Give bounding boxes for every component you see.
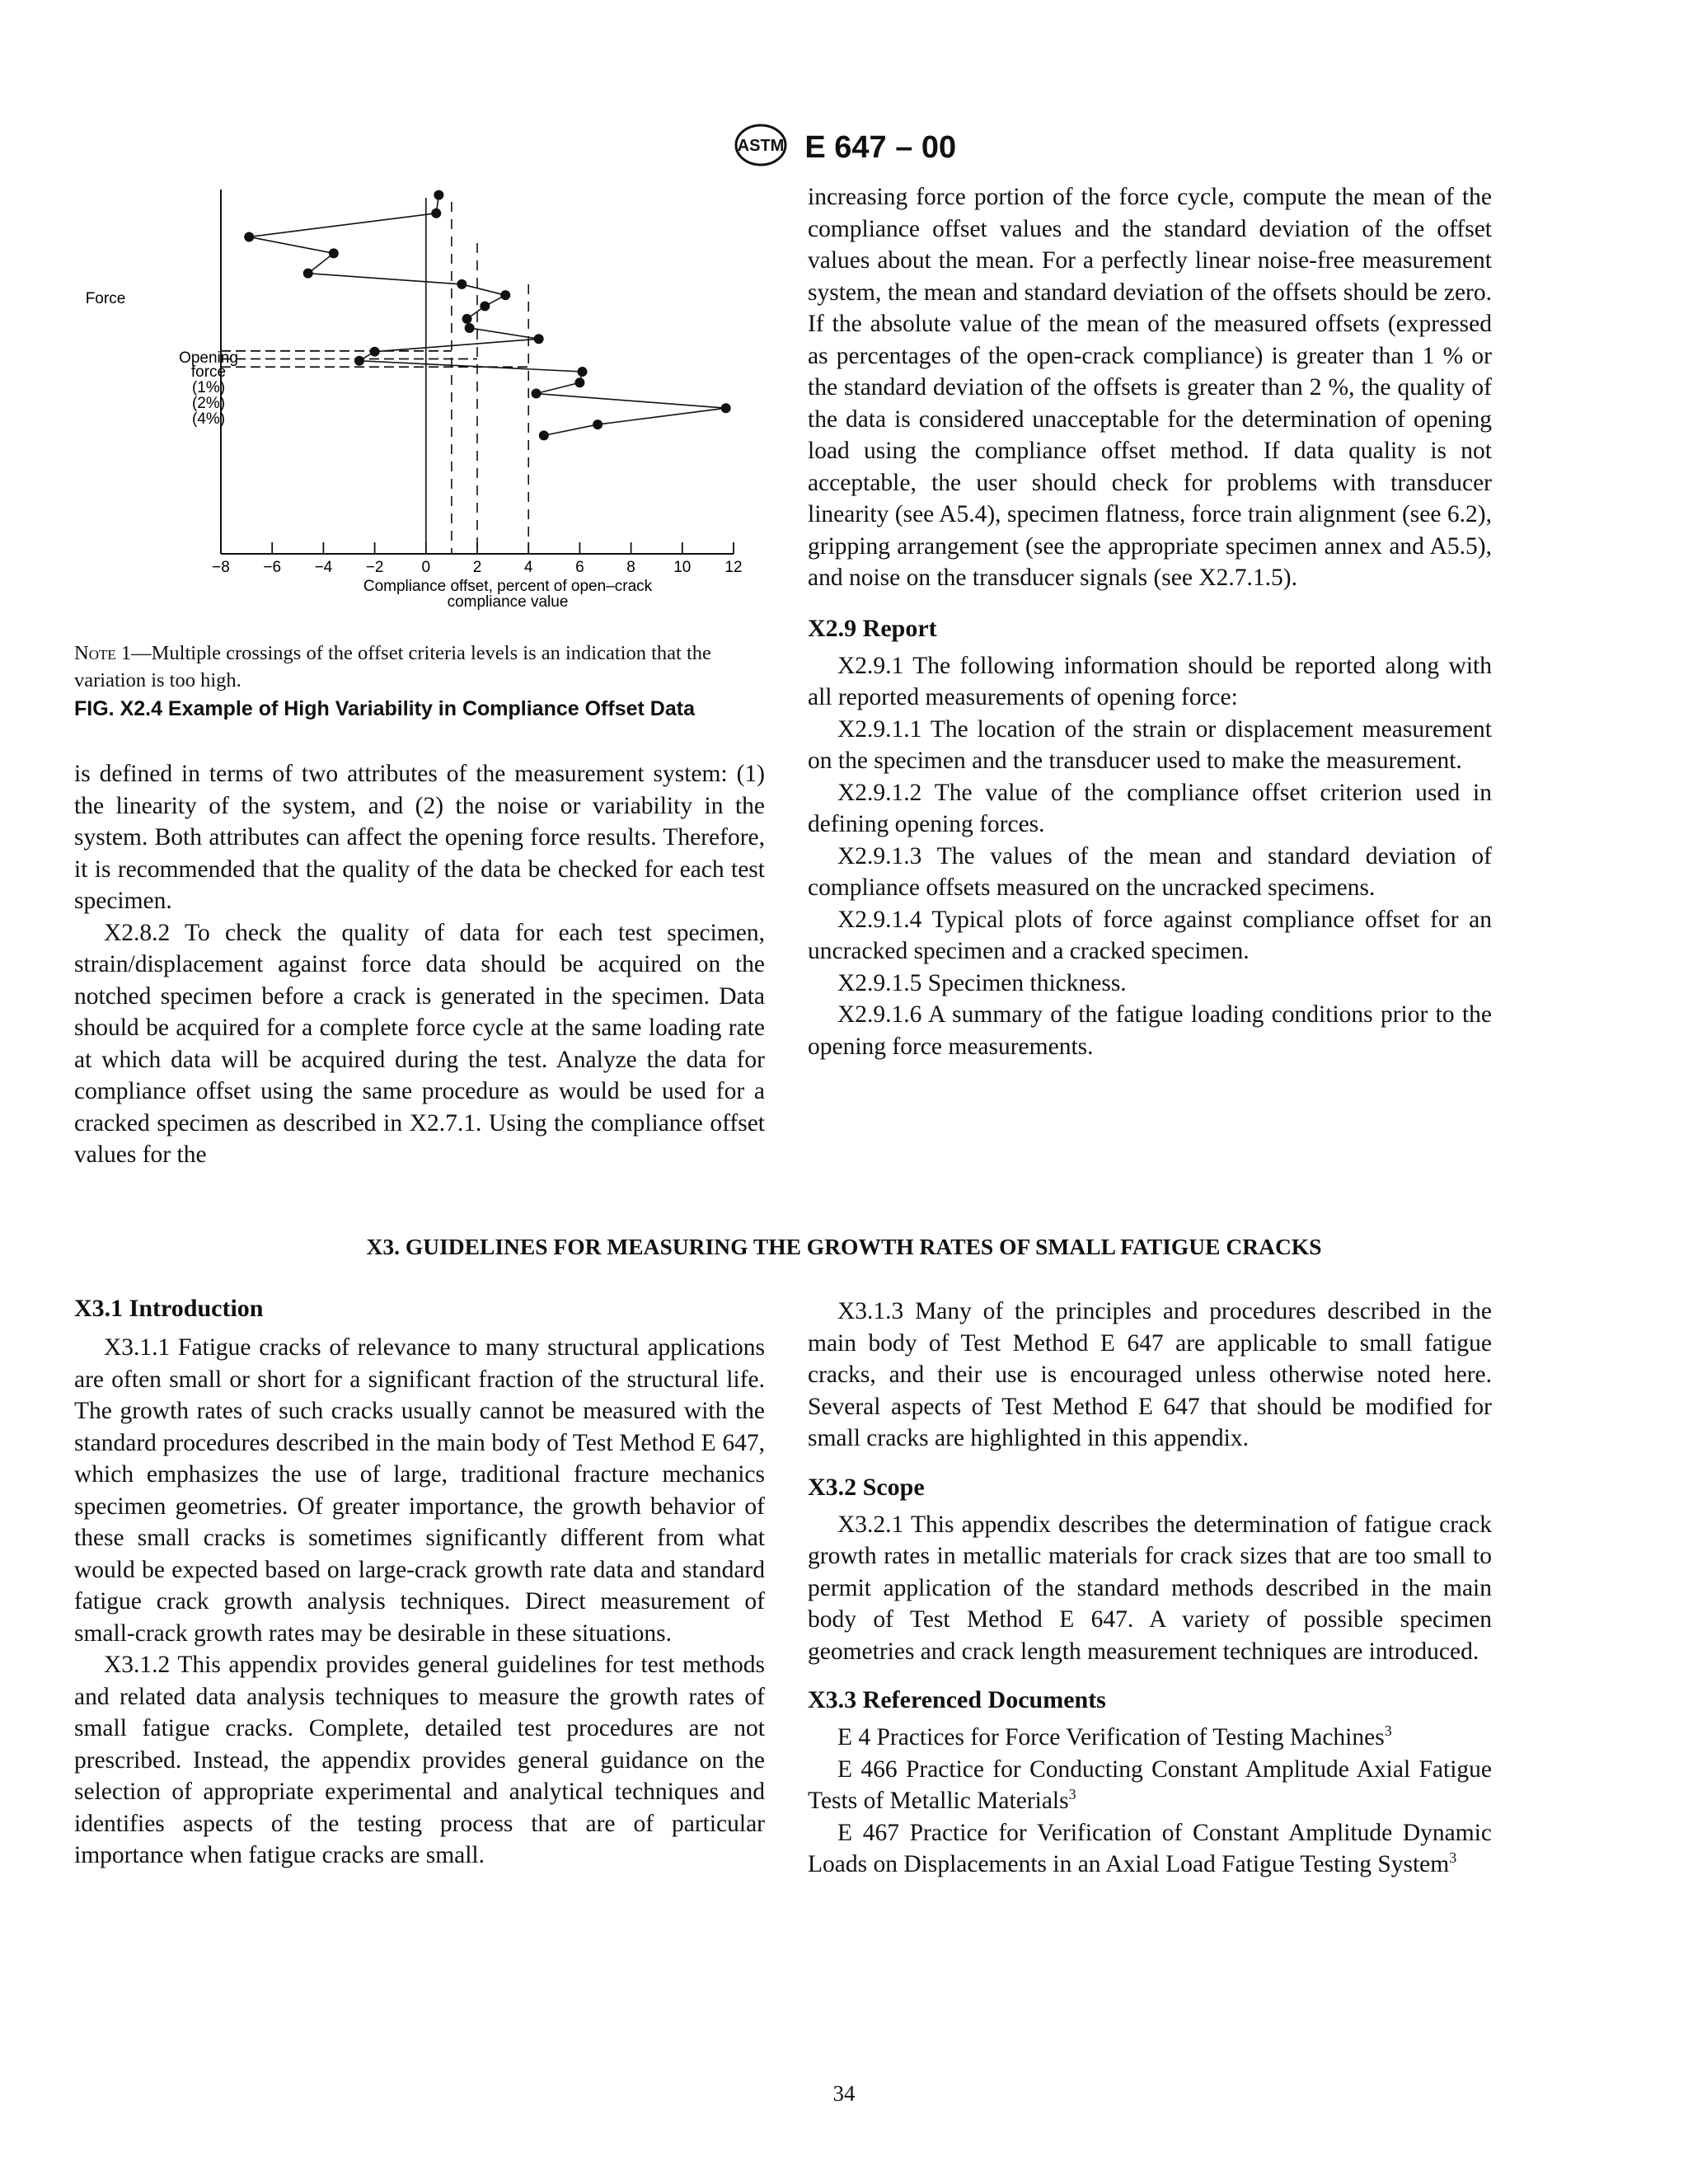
reference-e466 [808,1754,1492,1817]
x-tick-label: −6 [263,559,282,576]
x-tick-label: 12 [724,559,743,576]
offset-data-line [249,195,725,436]
x-tick-label: 4 [523,559,533,576]
opening-force-label-2: force [190,363,227,381]
data-point-17 [721,403,731,413]
x-tick-label: −4 [314,559,333,576]
paragraph-continuation: is defined in terms of two attributes of the measurement system: (1) the linearity of the system, and (2) the noise or variability in the system. Both attributes can affect the opening force results. Therefore, it is recommended that the quality of the data be checked for each test specimen. [74,761,765,914]
reference-e467-footnote: 3 [1449,1849,1457,1867]
item-x2-9-1-5: X2.9.1.5 Specimen thickness. [837,969,1127,996]
item-x2-9-1: X2.9.1 The following information should be reported along with all reported measurements of opening force: [808,652,1492,710]
compliance-offset-chart [49,181,775,626]
data-point-4 [329,248,339,258]
item-x2-9-1-1: X2.9.1.1 The location of the strain or displacement measurement on the specimen and the transducer used to make the measurement. [808,715,1492,774]
figure-note [74,640,767,694]
paragraph-x3-1-1: X3.1.1 Fatigue cracks of relevance to many structural applications are often small or short for a significant fraction of the structural life. The growth rates of such cracks usually cannot be measured with the standard procedures described in the main body of Test Method E 647, which emphasizes the use of large, traditional fracture mechanics specimen geometries. Of greater importance, the growth behavior of these small cracks is sometimes significantly different from what would be expected based on large-crack growth rate data and standard fatigue crack growth analysis techniques. Direct measurement of small-crack growth rates may be desirable in these situations. [74,1334,765,1647]
y-axis-label: Force [85,290,126,307]
note-text: —Multiple crossings of the offset criteria levels is an indication that the variation is too high. [74,642,711,691]
data-point-13 [354,356,364,366]
right-column-bottom [808,1296,1492,1881]
svg-text:ASTM: ASTM [737,137,785,155]
reference-e467 [808,1817,1492,1881]
opening-force-label-1: Opening [179,349,238,367]
reference-e467-text: E 467 Practice for Verification of Constant Amplitude Dynamic Loads on Displacements in an Axial Load Fatigue Testing System [808,1819,1492,1877]
data-point-8 [480,301,490,311]
page-number: 34 [832,2081,856,2106]
data-point-1 [434,190,443,200]
data-point-9 [462,314,472,324]
x-tick-label: 0 [421,559,431,576]
data-point-5 [303,269,313,279]
item-x2-9-1-3: X2.9.1.3 The values of the mean and standard deviation of compliance offsets measured on the uncracked specimens. [808,842,1492,901]
data-point-15 [574,377,584,387]
criteria-label-4: (4%) [191,410,226,428]
item-x2-9-1-4: X2.9.1.4 Typical plots of force against compliance offset for an uncracked specimen and a cracked specimen. [808,906,1492,964]
reference-e466-text: E 466 Practice for Conducting Constant Amplitude Axial Fatigue Tests of Metallic Materials [808,1755,1492,1814]
page-header [0,122,1688,176]
astm-logo-icon [732,122,790,176]
paragraph-x3-1-2: X3.1.2 This appendix provides general guidelines for test methods and related data analysis techniques to measure the growth rates of small fatigue cracks. Complete, detailed test procedures are not prescribed. Instead, the appendix provides general guidance on the selection of appropriate experimental and analytical techniques and identifies aspects of the testing process that are of particular importance when fatigue cracks are small. [74,1652,765,1868]
item-x2-9-1-2: X2.9.1.2 The value of the compliance offset criterion used in defining opening forces. [808,779,1492,837]
paragraph-continuation-right: increasing force portion of the force cycle, compute the mean of the compliance offset values and the standard deviation of the offset values about the mean. For a perfectly linear noise-free measurement system, the mean and standard deviation of the offsets should be zero. If the absolute value of the mean of the measured offsets (expressed as percentages of the open-crack compliance) is greater than 1 % or the standard deviation of the offsets is greater than 2 %, the quality of the data is considered unacceptable for the determination of opening load using the compliance offset method. If data quality is not acceptable, the user should check for problems with transducer linearity (see A5.4), specimen flatness, force train alignment (see 6.2), gripping arrangement (see the appropriate specimen annex and A5.5), and noise on the transducer signals (see X2.7.1.5). [808,184,1492,591]
paragraph-x3-1-3: X3.1.3 Many of the principles and procedures described in the main body of Test Method E 647 are applicable to small fatigue cracks, and their use is encouraged unless otherwise noted here. Several aspects of Test Method E 647 that should be modified for small cracks are highlighted in this appendix. [808,1298,1492,1451]
heading-x3-1: X3.1 Introduction [74,1295,264,1322]
data-point-12 [370,347,380,357]
paragraph-x3-2-1: X3.2.1 This appendix describes the determination of fatigue crack growth rates in metallic materials for crack sizes that are too small to permit application of the standard methods described in the main body of Test Method E 647. A variety of possible specimen geometries and crack length measurement techniques are introduced. [808,1511,1492,1665]
data-point-2 [431,209,441,218]
x-tick-label: 8 [626,559,635,576]
data-point-7 [500,290,510,300]
x-tick-label: −2 [365,559,384,576]
note-prefix: Note 1 [74,642,132,664]
x-axis-label-line1: Compliance offset, percent of open–crack [363,578,653,595]
figure-caption: FIG. X2.4 Example of High Variability in Compliance Offset Data [74,697,695,720]
data-point-3 [244,232,254,241]
left-column-bottom [74,1292,765,1872]
reference-e466-footnote: 3 [1068,1786,1076,1803]
left-column-top [74,758,765,1171]
figure-x2-4 [49,181,775,626]
data-point-10 [465,323,475,333]
reference-e4 [808,1722,1492,1754]
criteria-label-2: (2%) [191,395,226,412]
item-x2-9-1-6: X2.9.1.6 A summary of the fatigue loading conditions prior to the opening force measurements. [808,1001,1492,1060]
data-point-16 [532,389,542,399]
x-tick-label: 10 [673,559,692,576]
paragraph-x2-8-2: X2.8.2 To check the quality of data for each test specimen, strain/displacement against force data should be acquired on the notched specimen before a crack is generated in the specimen. Data should be acquired for a complete force cycle at the same loading rate at which data will be acquired during the test. Analyze the data for compliance offset using the same procedure as would be used for a cracked specimen as described in X2.7.1. Using the compliance offset values for the [74,919,765,1168]
data-point-6 [457,279,467,289]
heading-x3-3: X3.3 Referenced Documents [808,1686,1106,1713]
data-point-19 [539,430,549,440]
right-column-top [808,181,1492,1062]
x-tick-label: −8 [212,559,230,576]
data-point-14 [578,367,588,377]
x-tick-label: 2 [472,559,482,576]
criteria-label-1: (1%) [191,379,226,396]
data-point-11 [534,334,544,344]
data-point-18 [593,419,603,429]
document-designation: E 647 – 00 [804,130,957,166]
reference-e4-text: E 4 Practices for Force Verification of Testing Machines [837,1724,1385,1750]
section-x3-title: X3. GUIDELINES FOR MEASURING THE GROWTH RATES OF SMALL FATIGUE CRACKS [366,1234,1322,1259]
x-tick-label: 6 [575,559,584,576]
reference-e4-footnote: 3 [1384,1722,1392,1740]
heading-x3-2: X3.2 Scope [808,1473,925,1501]
x-axis-label-line2: compliance value [447,593,569,611]
heading-x2-9: X2.9 Report [808,614,937,642]
